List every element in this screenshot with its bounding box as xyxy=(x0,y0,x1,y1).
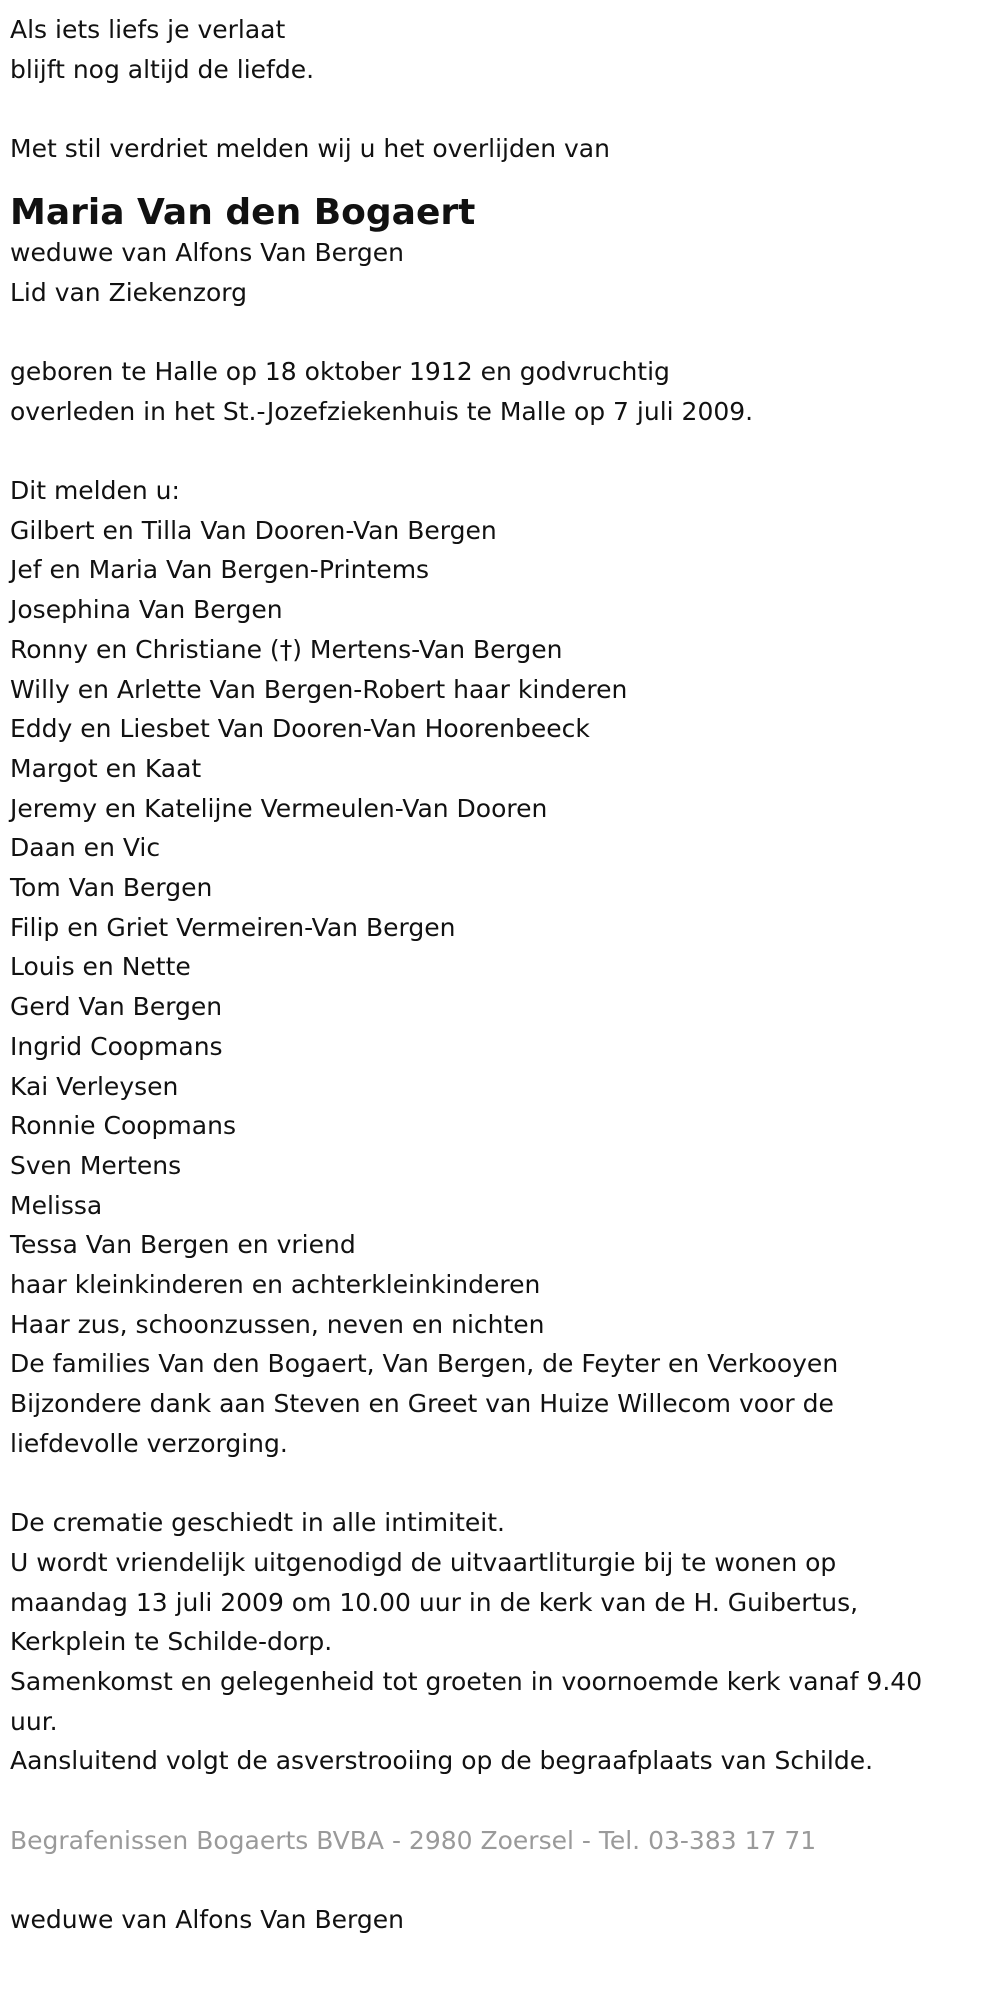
death-line: overleden in het St.-Jozefziekenhuis te Malle op 7 juli 2009. xyxy=(10,396,754,426)
announcer-line: Jef en Maria Van Bergen-Printems xyxy=(10,555,430,585)
footer-widow-note: weduwe van Alfons Van Bergen xyxy=(10,1905,404,1935)
widow-of-text: weduwe van Alfons Van Bergen xyxy=(10,237,404,267)
announcer-line: liefdevolle verzorging. xyxy=(10,1428,288,1458)
spacer xyxy=(10,1464,1000,1504)
announcers-section xyxy=(10,471,1000,1464)
ceremony-line: U wordt vriendelijk uitgenodigd de uitvaartliturgie bij te wonen op xyxy=(10,1547,837,1577)
poem-line: blijft nog altijd de liefde. xyxy=(10,54,315,84)
birth-death-info xyxy=(10,352,1000,431)
announcer-line: Bijzondere dank aan Steven en Greet van Huize Willecom voor de xyxy=(10,1389,834,1419)
announcer-line: Tessa Van Bergen en vriend xyxy=(10,1230,356,1260)
announcer-line: Josephina Van Bergen xyxy=(10,595,283,625)
announcer-line: Tom Van Bergen xyxy=(10,873,213,903)
ceremony-line: Kerkplein te Schilde-dorp. xyxy=(10,1627,333,1657)
announcer-line: Eddy en Liesbet Van Dooren-Van Hoorenbeeck xyxy=(10,714,590,744)
deceased-name: Maria Van den Bogaert xyxy=(10,191,476,233)
spacer xyxy=(10,312,1000,352)
announcer-line: Gerd Van Bergen xyxy=(10,992,223,1022)
birth-line: geboren te Halle op 18 oktober 1912 en godvruchtig xyxy=(10,356,670,386)
ceremony-section xyxy=(10,1503,1000,1781)
ceremony-line: Samenkomst en gelegenheid tot groeten in voornoemde kerk vanaf 9.40 xyxy=(10,1667,923,1697)
announcer-line: Jeremy en Katelijne Vermeulen-Van Dooren xyxy=(10,793,548,823)
announcer-line: Ronny en Christiane (†) Mertens-Van Bergen xyxy=(10,634,563,664)
announcer-line: Melissa xyxy=(10,1190,103,1220)
spacer xyxy=(10,1781,1000,1821)
announcer-line: De families Van den Bogaert, Van Bergen, de Feyter en Verkooyen xyxy=(10,1349,839,1379)
ceremony-line: De crematie geschiedt in alle intimiteit. xyxy=(10,1508,505,1538)
ceremony-line: maandag 13 juli 2009 om 10.00 uur in de kerk van de H. Guibertus, xyxy=(10,1587,859,1617)
ceremony-line: Aansluitend volgt de asverstrooiing op de begraafplaats van Schilde. xyxy=(10,1746,874,1776)
spacer xyxy=(10,431,1000,471)
poem xyxy=(10,10,1000,89)
announcer-line: Ingrid Coopmans xyxy=(10,1031,223,1061)
poem-line: Als iets liefs je verlaat xyxy=(10,15,286,44)
member-of-text: Lid van Ziekenzorg xyxy=(10,277,247,307)
announcer-line: Daan en Vic xyxy=(10,833,161,863)
announcer-line: Filip en Griet Vermeiren-Van Bergen xyxy=(10,912,456,942)
spacer xyxy=(10,169,1000,189)
announcer-line: Margot en Kaat xyxy=(10,753,202,783)
announcer-line: Ronnie Coopmans xyxy=(10,1111,236,1141)
announcer-line: Haar zus, schoonzussen, neven en nichten xyxy=(10,1309,545,1339)
announcer-line: Kai Verleysen xyxy=(10,1071,179,1101)
announcer-line: Gilbert en Tilla Van Dooren-Van Bergen xyxy=(10,515,497,545)
spacer xyxy=(10,1861,1000,1901)
announcer-line: Louis en Nette xyxy=(10,952,191,982)
intro-text: Met stil verdriet melden wij u het overlijden van xyxy=(10,134,610,164)
announcer-line: haar kleinkinderen en achterkleinkinderen xyxy=(10,1270,541,1300)
funeral-home-credit: Begrafenissen Bogaerts BVBA - 2980 Zoersel - Tel. 03-383 17 71 xyxy=(10,1825,817,1855)
announcer-line: Sven Mertens xyxy=(10,1150,182,1180)
announcers-heading: Dit melden u: xyxy=(10,475,180,505)
spacer xyxy=(10,89,1000,129)
ceremony-line: uur. xyxy=(10,1706,58,1736)
announcer-line: Willy en Arlette Van Bergen-Robert haar kinderen xyxy=(10,674,628,704)
